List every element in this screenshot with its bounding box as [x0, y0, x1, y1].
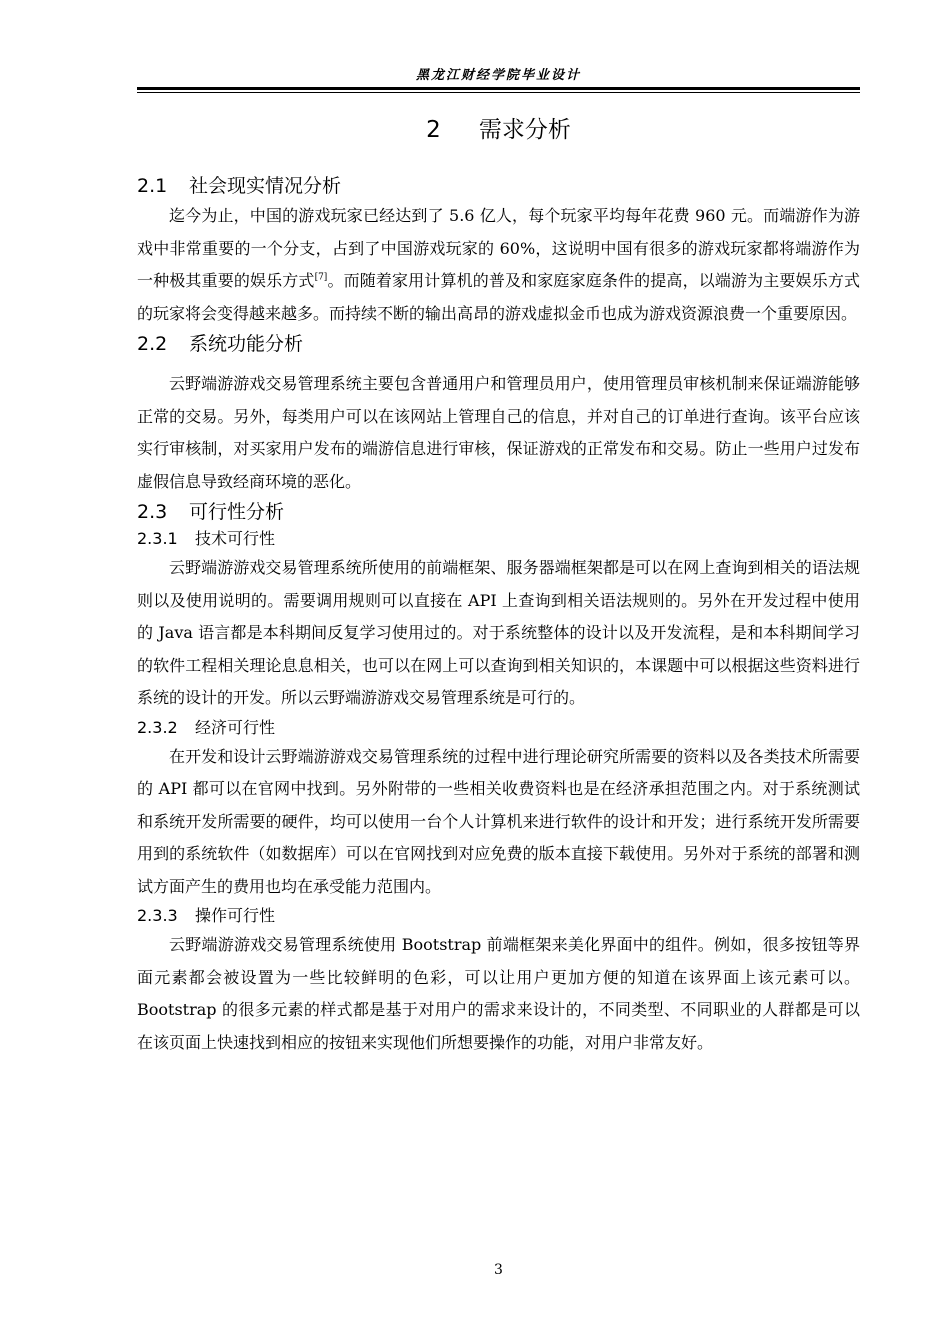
section-heading-2-2	[137, 330, 860, 358]
section-title: 可行性分析	[189, 501, 285, 523]
subsection-heading-2-3-1	[137, 526, 860, 552]
subsection-number: 2.3.3	[137, 906, 178, 925]
subsection-title: 经济可行性	[195, 717, 276, 737]
paragraph-2-3-1: 云野端游游戏交易管理系统所使用的前端框架、服务器端框架都是可以在网上查询到相关的语法规则以及使用说明的。需要调用规则可以直接在 API 上查询到相关语法规则的。另外在开发过程中使用的 Java 语言都是本科期间反复学习使用过的。对于系统整体的设计以及开发流程，是和本科期间学习的软件工程相关理论息息相关，也可以在网上可以查询到相关知识的，本课题中可以根据这些资料进行系统的设计的开发。所以云野端游游戏交易管理系统是可行的。	[137, 558, 860, 707]
chapter-number: 2	[426, 117, 441, 143]
subsection-heading-2-3-3	[137, 903, 860, 929]
paragraph-2-3-2: 在开发和设计云野端游游戏交易管理系统的过程中进行理论研究所需要的资料以及各类技术所需要的 API 都可以在官网中找到。另外附带的一些相关收费资料也是在经济承担范围之内。对于系统测试和系统开发所需要的硬件，均可以使用一台个人计算机来进行软件的设计和开发；进行系统开发所需要用到的系统软件（如数据库）可以在官网找到对应免费的版本直接下载使用。另外对于系统的部署和测试方面产生的费用也均在承受能力范围内。	[137, 746, 860, 896]
paragraph-text: 。而随着家用计算机的普及和家庭家庭条件的提高，以端游为主要娱乐方式的玩家将会变得越来越多。而持续不断的输出高昂的游戏虚拟金币也成为游戏资源浪费一个重要原因。	[137, 271, 860, 323]
section-heading-2-1	[137, 172, 860, 200]
section-title: 社会现实情况分析	[189, 175, 342, 197]
header-rule-thin	[137, 92, 860, 93]
subsection-title: 技术可行性	[195, 529, 276, 548]
section-number: 2.3	[137, 501, 168, 523]
paragraph-2-3-3: 云野端游游戏交易管理系统使用 Bootstrap 前端框架来美化界面中的组件。例如，很多按钮等界面元素都会被设置为一些比较鲜明的色彩，可以让用户更加方便的知道在该界面上该元素可以。Bootstrap 的很多元素的样式都是基于对用户的需求来设计的，不同类型、不同职业的人群都是可以在该页面上快速找到相应的按钮来实现他们所想要操作的功能，对用户非常友好。	[137, 935, 860, 1052]
subsection-heading-2-3-2	[137, 715, 860, 741]
page-body	[137, 112, 860, 1059]
subsection-number: 2.3.2	[137, 717, 178, 737]
chapter-heading	[137, 112, 860, 148]
citation-ref: [7]	[314, 272, 328, 283]
subsection-number: 2.3.1	[137, 529, 178, 548]
page-number: 3	[494, 1262, 503, 1278]
paragraph-2-2: 云野端游游戏交易管理系统主要包含普通用户和管理员用户，使用管理员审核机制来保证端游能够正常的交易。另外，每类用户可以在该网站上管理自己的信息，并对自己的订单进行查询。该平台应该实行审核制，对买家用户发布的端游信息进行审核，保证游戏的正常发布和交易。防止一些用户过发布虚假信息导致经商环境的恶化。	[137, 374, 860, 491]
header-rule-thick	[137, 87, 860, 90]
section-title: 系统功能分析	[189, 333, 304, 355]
chapter-title: 需求分析	[478, 117, 571, 143]
section-number: 2.2	[137, 333, 168, 355]
running-header: 黑龙江财经学院毕业设计	[415, 68, 581, 83]
paragraph-2-1	[137, 200, 860, 330]
subsection-title: 操作可行性	[195, 906, 276, 925]
section-number: 2.1	[137, 175, 168, 197]
paragraph-text: 迄今为止，中国的游戏玩家已经达到了 5.6 亿人，每个玩家平均每年花费 960 元。而端游作为游戏中非常重要的一个分支，占到了中国游戏玩家的 60%，这说明中国有很多的游戏玩家都将端游作为一种极其重要的娱乐方式	[137, 206, 860, 290]
section-heading-2-3	[137, 498, 860, 526]
